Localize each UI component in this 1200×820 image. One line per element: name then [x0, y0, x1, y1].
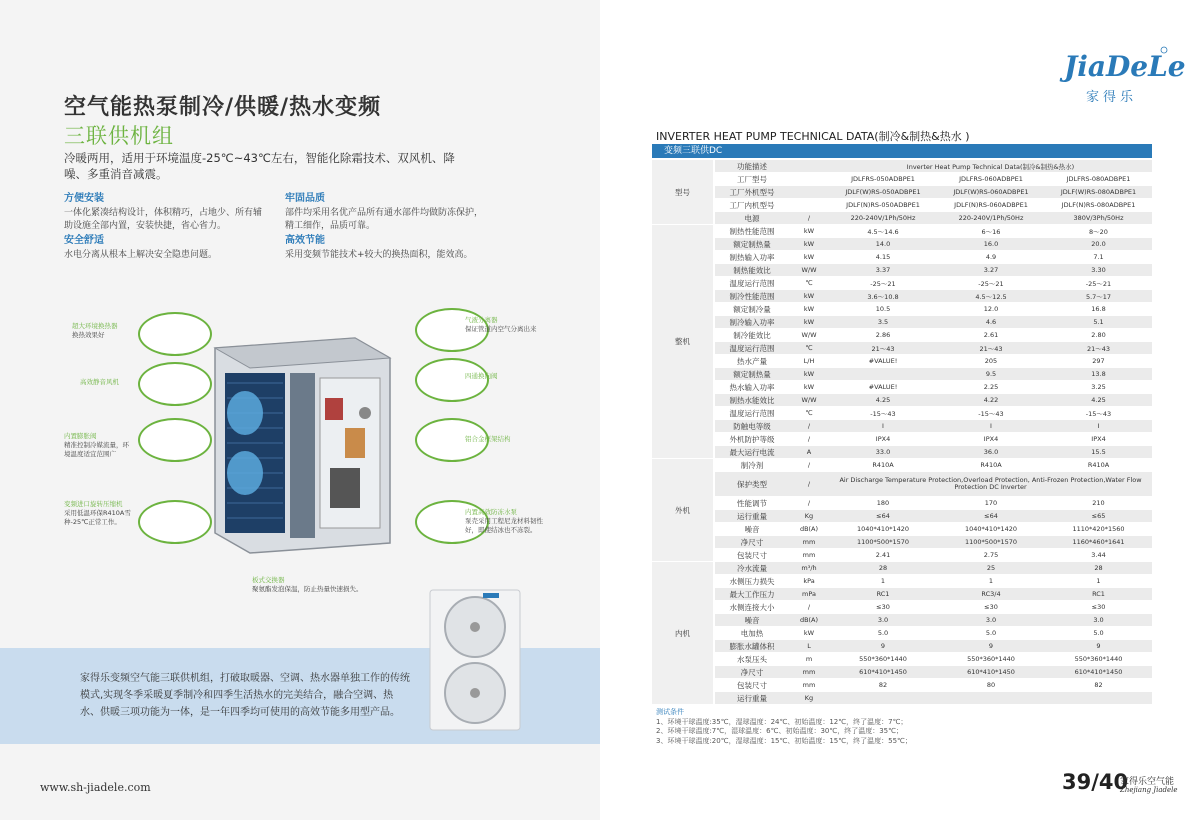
page-footer-en: Zhejiang Jiadele — [1120, 786, 1178, 794]
row-label: 性能调节 — [714, 497, 789, 510]
row-unit: L/H — [789, 355, 829, 368]
row-label: 运行重量 — [714, 510, 789, 523]
row-label: 功能描述 — [714, 160, 789, 173]
row-label: 额定制冷量 — [714, 303, 789, 316]
group-label: 整机 — [652, 225, 714, 459]
table-row — [652, 459, 1152, 472]
row-value: 220-240V/1Ph/50Hz — [829, 212, 937, 225]
feature-install — [64, 192, 264, 233]
table-row — [652, 264, 1152, 277]
logo-chinese-name: 家得乐 — [1086, 90, 1138, 105]
table-row — [652, 329, 1152, 342]
table-row — [652, 679, 1152, 692]
row-value: 210 — [1045, 497, 1152, 510]
row-value: 550*360*1440 — [1045, 653, 1152, 666]
row-value: Ⅰ — [829, 420, 937, 433]
row-value: 82 — [1045, 679, 1152, 692]
row-value: 2.86 — [829, 329, 937, 342]
row-value: 170 — [937, 497, 1045, 510]
row-label: 制热水能效比 — [714, 394, 789, 407]
row-value: 610*410*1450 — [829, 666, 937, 679]
table-row — [652, 523, 1152, 536]
table-row — [652, 536, 1152, 549]
page-title: 空气能热泵制冷/供暖/热水变频 — [64, 95, 382, 120]
row-unit — [789, 199, 829, 212]
row-value: 5.0 — [937, 627, 1045, 640]
row-value: 5.0 — [1045, 627, 1152, 640]
row-unit: W/W — [789, 264, 829, 277]
row-label: 制热性能范围 — [714, 225, 789, 238]
plate-exchanger-label: 板式交换器 聚氨酯发泡保温，防止热量快速损失。 — [252, 576, 363, 593]
feature-text: 采用变频节能技术+较大的换热面积，能效高。 — [285, 250, 473, 260]
row-label: 净尺寸 — [714, 666, 789, 679]
table-row — [652, 316, 1152, 329]
table-row — [652, 601, 1152, 614]
row-label: 包装尺寸 — [714, 549, 789, 562]
row-value: RC3/4 — [937, 588, 1045, 601]
row-value: 9 — [829, 640, 937, 653]
row-unit: / — [789, 433, 829, 446]
row-value: 25 — [937, 562, 1045, 575]
table-row — [652, 238, 1152, 251]
row-value: 180 — [829, 497, 937, 510]
row-value-span: Inverter Heat Pump Technical Data(制冷&制热&热水) — [829, 160, 1152, 173]
row-unit: / — [789, 601, 829, 614]
row-value: 21～43 — [937, 342, 1045, 355]
row-value: 1 — [937, 575, 1045, 588]
row-value: -15～43 — [1045, 407, 1152, 420]
row-value: 4.5～12.5 — [937, 290, 1045, 303]
callout-label: 内置高效防冻水泵 泵壳采用工程尼龙材料韧性好，即使结冰也不冻裂。 — [465, 508, 543, 534]
table-title: INVERTER HEAT PUMP TECHNICAL DATA(制冷&制热&热水 ) — [656, 130, 970, 143]
table-row — [652, 303, 1152, 316]
row-unit: kW — [789, 381, 829, 394]
row-label: 温度运行范围 — [714, 407, 789, 420]
row-value: 297 — [1045, 355, 1152, 368]
row-value: 4.25 — [829, 394, 937, 407]
row-label: 包装尺寸 — [714, 679, 789, 692]
row-value: -25～21 — [937, 277, 1045, 290]
row-value: 8～20 — [1045, 225, 1152, 238]
callout-label: 超大环境换热器 换热效果好 — [72, 322, 118, 339]
row-value: #VALUE! — [829, 381, 937, 394]
row-value: 28 — [829, 562, 937, 575]
feature-quality — [285, 192, 485, 233]
spec-table — [652, 160, 1152, 705]
table-row — [652, 497, 1152, 510]
row-value: JDLF(N)RS-080ADBPE1 — [1045, 199, 1152, 212]
row-label: 额定制热量 — [714, 368, 789, 381]
row-value: JDLF(W)RS-050ADBPE1 — [829, 186, 937, 199]
row-unit: kW — [789, 251, 829, 264]
row-label: 最大工作压力 — [714, 588, 789, 601]
row-value: JDLF(W)RS-080ADBPE1 — [1045, 186, 1152, 199]
table-row — [652, 472, 1152, 497]
row-value: RC1 — [1045, 588, 1152, 601]
row-value: 3.30 — [1045, 264, 1152, 277]
row-value: 220-240V/1Ph/50Hz — [937, 212, 1045, 225]
row-unit: kW — [789, 238, 829, 251]
row-label: 水侧压力损失 — [714, 575, 789, 588]
row-value: ≤64 — [829, 510, 937, 523]
row-value: JDLF(N)RS-050ADBPE1 — [829, 199, 937, 212]
row-label: 制热输入功率 — [714, 251, 789, 264]
row-value: JDLF(W)RS-060ADBPE1 — [937, 186, 1045, 199]
row-value: 1040*410*1420 — [829, 523, 937, 536]
row-unit — [789, 160, 829, 173]
table-row — [652, 692, 1152, 705]
table-row — [652, 342, 1152, 355]
row-unit: ℃ — [789, 407, 829, 420]
row-value: 6～16 — [937, 225, 1045, 238]
website-link[interactable]: www.sh-jiadele.com — [40, 781, 151, 794]
row-value: ≤30 — [829, 601, 937, 614]
feature-heading: 牢固品质 — [285, 193, 325, 204]
notes-title: 测试条件 — [656, 708, 684, 716]
note-line: 2、环境干球温度:7℃，湿球温度：6℃、初始温度：30℃，终了温度：35℃； — [656, 727, 903, 735]
feature-text: 水电分离从根本上解决安全隐患问题。 — [64, 250, 218, 260]
group-label: 型号 — [652, 160, 714, 225]
row-value: 2.41 — [829, 549, 937, 562]
row-value: 7.1 — [1045, 251, 1152, 264]
row-label: 冷水流量 — [714, 562, 789, 575]
callout-label: 四通换向阀 — [465, 372, 498, 380]
row-value: 16.8 — [1045, 303, 1152, 316]
row-value: 1040*410*1420 — [937, 523, 1045, 536]
row-value: 9 — [1045, 640, 1152, 653]
row-value: R410A — [937, 459, 1045, 472]
row-unit: kW — [789, 225, 829, 238]
row-unit: / — [789, 472, 829, 497]
row-label: 工厂型号 — [714, 173, 789, 186]
table-row — [652, 653, 1152, 666]
row-label: 噪音 — [714, 614, 789, 627]
table-row — [652, 562, 1152, 575]
row-value: 3.44 — [1045, 549, 1152, 562]
row-unit: / — [789, 459, 829, 472]
row-value: 550*360*1440 — [829, 653, 937, 666]
row-unit: W/W — [789, 329, 829, 342]
row-unit: mm — [789, 666, 829, 679]
row-value: 9.5 — [937, 368, 1045, 381]
table-row — [652, 368, 1152, 381]
table-row — [652, 212, 1152, 225]
table-row — [652, 627, 1152, 640]
row-value: 21～43 — [829, 342, 937, 355]
feature-text: 部件均采用名优产品所有通水部件均做防冻保护，精工细作，品质可靠。 — [285, 208, 484, 231]
row-value: 2.80 — [1045, 329, 1152, 342]
description-text: 家得乐变频空气能三联供机组，打破取暖器、空调、热水器单独工作的传统模式,实现冬季采暖夏季制冷和四季生活热水的完美结合，融合空调、热水、供暖三项功能为一体，是一年四季均可使用的高效节能多用型产品。 — [80, 673, 410, 718]
row-value: 3.5 — [829, 316, 937, 329]
row-value: 13.8 — [1045, 368, 1152, 381]
row-value: ≤65 — [1045, 510, 1152, 523]
row-unit: / — [789, 420, 829, 433]
row-value: JDLF(N)RS-060ADBPE1 — [937, 199, 1045, 212]
row-unit: kW — [789, 316, 829, 329]
row-value: 610*410*1450 — [1045, 666, 1152, 679]
row-label: 温度运行范围 — [714, 277, 789, 290]
row-value: 3.6～10.8 — [829, 290, 937, 303]
row-value: 1160*460*1641 — [1045, 536, 1152, 549]
row-value: 5.0 — [829, 627, 937, 640]
table-row — [652, 420, 1152, 433]
table-row — [652, 381, 1152, 394]
table-row — [652, 160, 1152, 173]
row-value: 3.0 — [829, 614, 937, 627]
table-row — [652, 640, 1152, 653]
row-label: 净尺寸 — [714, 536, 789, 549]
row-value: 610*410*1450 — [937, 666, 1045, 679]
row-unit: mPa — [789, 588, 829, 601]
row-unit: Kg — [789, 510, 829, 523]
test-conditions — [656, 708, 912, 746]
row-value — [1045, 692, 1152, 705]
row-value: 4.9 — [937, 251, 1045, 264]
row-label: 最大运行电流 — [714, 446, 789, 459]
row-unit: kPa — [789, 575, 829, 588]
row-value: 15.5 — [1045, 446, 1152, 459]
row-value: 14.0 — [829, 238, 937, 251]
page-subtitle: 三联供机组 — [64, 124, 174, 148]
group-label: 外机 — [652, 459, 714, 562]
table-row — [652, 588, 1152, 601]
row-unit: ℃ — [789, 277, 829, 290]
row-value: 1 — [829, 575, 937, 588]
row-unit: dB(A) — [789, 614, 829, 627]
row-unit: L — [789, 640, 829, 653]
svg-text:JiaDeLe: JiaDeLe — [1064, 50, 1186, 83]
row-value: -15～43 — [829, 407, 937, 420]
callout-label: 铝合金框架结构 — [465, 435, 511, 443]
row-value: 380V/3Ph/50Hz — [1045, 212, 1152, 225]
row-label: 电加热 — [714, 627, 789, 640]
feature-heading: 高效节能 — [285, 235, 325, 246]
compressor-callout — [138, 500, 212, 544]
row-value: 21～43 — [1045, 342, 1152, 355]
row-label: 电源 — [714, 212, 789, 225]
table-row — [652, 251, 1152, 264]
row-label: 热水产量 — [714, 355, 789, 368]
row-value: JDLFRS-060ADBPE1 — [937, 173, 1045, 186]
group-label: 内机 — [652, 562, 714, 705]
row-value: 16.0 — [937, 238, 1045, 251]
row-value-span: Air Discharge Temperature Protection,Overload Protection, Anti-Frozen Protection,Water Flow Protection DC Inverter — [829, 472, 1152, 497]
row-label: 制冷性能范围 — [714, 290, 789, 303]
row-label: 保护类型 — [714, 472, 789, 497]
row-unit — [789, 186, 829, 199]
row-unit: / — [789, 212, 829, 225]
table-row — [652, 173, 1152, 186]
intro-text: 冷暖两用，适用于环境温度-25℃~43℃左右，智能化除霜技术、双风机、降噪、多重消音减震。 — [64, 151, 455, 181]
row-value: IPX4 — [1045, 433, 1152, 446]
row-unit: kW — [789, 290, 829, 303]
row-unit: m — [789, 653, 829, 666]
row-value: 5.1 — [1045, 316, 1152, 329]
outdoor-unit-image — [425, 585, 525, 735]
row-unit: mm — [789, 679, 829, 692]
table-row — [652, 407, 1152, 420]
row-value: 205 — [937, 355, 1045, 368]
table-bar: 变频三联供DC — [652, 144, 1152, 158]
row-value: 36.0 — [937, 446, 1045, 459]
row-label: 运行重量 — [714, 692, 789, 705]
feature-efficiency — [285, 234, 485, 262]
row-value: 550*360*1440 — [937, 653, 1045, 666]
row-unit: / — [789, 497, 829, 510]
row-label: 防触电等级 — [714, 420, 789, 433]
row-value: -15～43 — [937, 407, 1045, 420]
row-value: 20.0 — [1045, 238, 1152, 251]
row-value: 4.6 — [937, 316, 1045, 329]
row-value: 2.75 — [937, 549, 1045, 562]
row-label: 外机防护等级 — [714, 433, 789, 446]
row-unit: dB(A) — [789, 523, 829, 536]
table-row — [652, 666, 1152, 679]
row-value: JDLFRS-050ADBPE1 — [829, 173, 937, 186]
feature-safety — [64, 234, 264, 262]
row-value: -25～21 — [829, 277, 937, 290]
row-value: ≤30 — [937, 601, 1045, 614]
row-value: 10.5 — [829, 303, 937, 316]
row-value: ≤30 — [1045, 601, 1152, 614]
row-label: 工厂内机型号 — [714, 199, 789, 212]
row-value: #VALUE! — [829, 355, 937, 368]
row-value: IPX4 — [829, 433, 937, 446]
note-line: 1、环境干球温度:35℃，湿球温度：24℃、初始温度：12℃，终了温度：7℃； — [656, 717, 908, 726]
row-unit: ℃ — [789, 342, 829, 355]
row-label: 工厂外机型号 — [714, 186, 789, 199]
note-line: 3、环境干球温度:20℃，湿球温度：15℃、初始温度：15℃，终了温度：55℃； — [656, 736, 912, 745]
row-label: 制冷剂 — [714, 459, 789, 472]
row-value: IPX4 — [937, 433, 1045, 446]
row-unit: m³/h — [789, 562, 829, 575]
callout-label: 内置膨胀阀 精准控制冷媒流量，环境温度适宜范围广 — [64, 432, 129, 458]
row-value — [829, 692, 937, 705]
row-unit: W/W — [789, 394, 829, 407]
table-row — [652, 355, 1152, 368]
row-label: 制冷能效比 — [714, 329, 789, 342]
row-value: 3.25 — [1045, 381, 1152, 394]
row-value: 4.5～14.6 — [829, 225, 937, 238]
row-unit: mm — [789, 536, 829, 549]
row-value: -25～21 — [1045, 277, 1152, 290]
row-label: 水泵压头 — [714, 653, 789, 666]
row-value: 9 — [937, 640, 1045, 653]
row-value: 1 — [1045, 575, 1152, 588]
row-unit: kW — [789, 303, 829, 316]
row-value: 4.25 — [1045, 394, 1152, 407]
table-row — [652, 225, 1152, 238]
callout-label: 高效静音风机 — [80, 378, 119, 386]
feature-text: 一体化紧凑结构设计，体积精巧，占地少、所有辅助设施全部内置，安装快捷，省心省力。 — [64, 208, 263, 231]
row-value: R410A — [829, 459, 937, 472]
row-unit: mm — [789, 549, 829, 562]
row-unit: A — [789, 446, 829, 459]
table-row — [652, 277, 1152, 290]
row-value: 1100*500*1570 — [937, 536, 1045, 549]
row-value: 5.7～17 — [1045, 290, 1152, 303]
callout-label: 变频进口旋转压缩机 采用低温环保R410A雪种-25℃正常工作。 — [64, 500, 131, 526]
row-value: 3.0 — [937, 614, 1045, 627]
table-row — [652, 575, 1152, 588]
row-value: 2.61 — [937, 329, 1045, 342]
row-value: 80 — [937, 679, 1045, 692]
feature-heading: 方便安装 — [64, 193, 104, 204]
table-row — [652, 186, 1152, 199]
heat-pump-cutaway-image — [205, 318, 395, 553]
row-label: 噪音 — [714, 523, 789, 536]
table-row — [652, 199, 1152, 212]
table-row — [652, 549, 1152, 562]
row-value: ≤64 — [937, 510, 1045, 523]
row-label: 制冷输入功率 — [714, 316, 789, 329]
row-value: 82 — [829, 679, 937, 692]
row-label: 水侧连接大小 — [714, 601, 789, 614]
row-value — [829, 368, 937, 381]
page-number: 39/40 — [1062, 770, 1129, 794]
row-value: 33.0 — [829, 446, 937, 459]
row-value: 4.15 — [829, 251, 937, 264]
table-row — [652, 290, 1152, 303]
row-value: R410A — [1045, 459, 1152, 472]
row-value: JDLFRS-080ADBPE1 — [1045, 173, 1152, 186]
row-value: 3.27 — [937, 264, 1045, 277]
row-label: 温度运行范围 — [714, 342, 789, 355]
row-value: 3.0 — [1045, 614, 1152, 627]
row-label: 制热能效比 — [714, 264, 789, 277]
row-value — [937, 692, 1045, 705]
row-value: 4.22 — [937, 394, 1045, 407]
table-row — [652, 394, 1152, 407]
page-footer-cn: 家得乐空气能 — [1120, 777, 1175, 787]
row-value: RC1 — [829, 588, 937, 601]
table-row — [652, 614, 1152, 627]
row-value: 2.25 — [937, 381, 1045, 394]
table-row — [652, 446, 1152, 459]
row-unit: Kg — [789, 692, 829, 705]
row-value: 12.0 — [937, 303, 1045, 316]
row-value: Ⅰ — [937, 420, 1045, 433]
row-value: 3.37 — [829, 264, 937, 277]
row-label: 膨胀水罐体积 — [714, 640, 789, 653]
row-label: 额定制热量 — [714, 238, 789, 251]
table-row — [652, 433, 1152, 446]
row-label: 热水输入功率 — [714, 381, 789, 394]
row-value: 1110*420*1560 — [1045, 523, 1152, 536]
row-unit — [789, 173, 829, 186]
callout-label: 气液分离器 保证管道内空气分离出来 — [465, 316, 537, 333]
table-row — [652, 510, 1152, 523]
row-unit: kW — [789, 368, 829, 381]
expansion-valve-callout — [138, 418, 212, 462]
row-unit: kW — [789, 627, 829, 640]
row-value: 1100*500*1570 — [829, 536, 937, 549]
row-value: Ⅰ — [1045, 420, 1152, 433]
row-value: 28 — [1045, 562, 1152, 575]
feature-heading: 安全舒适 — [64, 235, 104, 246]
